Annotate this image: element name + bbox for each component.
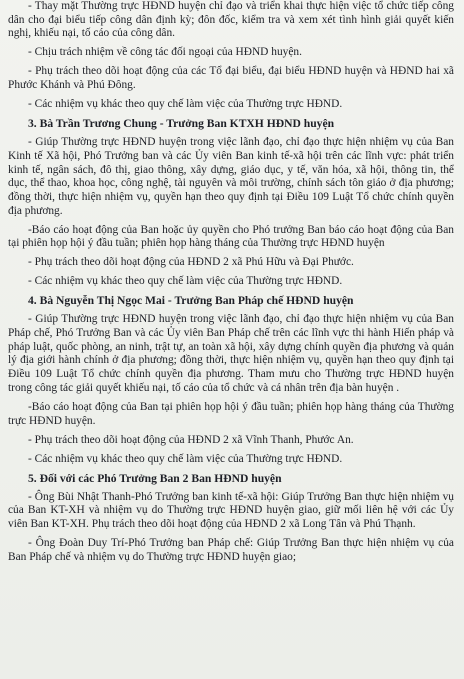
paragraph-ktxh-report: -Báo cáo hoạt động của Ban hoặc ủy quyền cho Phó trưởng Ban báo cáo hoạt động của Ban tại phiên họp hội ý đầu tuần; phiên họp hàng tháng của Thường trực HĐND huyện (8, 223, 454, 250)
paragraph-legal-other: - Các nhiệm vụ khác theo quy chế làm việc của Thường trực HĐND. (28, 452, 343, 465)
paragraph-legal-duties: - Giúp Thường trực HĐND huyện trong việc lãnh đạo, chỉ đạo thực hiện nhiệm vụ của Ban Pháp chế, Phó Trưởng Ban và các Ủy viên Ban Pháp chế trên các lĩnh vực thi hành Hiến pháp và pháp luật, quốc phòng, an ninh, trật tự, an toàn xã hội, xây dựng chính quyền địa phương và quản lý địa giới hành chính ở địa phương; đồng thời, thực hiện nhiệm vụ, quyền hạn theo quy định tại Điều 109 Luật Tổ chức chính quyền địa phương. Tham mưu cho Thường trực HĐND huyện trong công tác giải quyết khiếu nại, tố cáo của tổ chức và cá nhân trên địa bàn huyện . (8, 313, 454, 394)
heading-section-4: 4. Bà Nguyễn Thị Ngọc Mai - Trưởng Ban Pháp chế HĐND huyện (28, 294, 354, 308)
paragraph-ktxh-other: - Các nhiệm vụ khác theo quy chế làm việc của Thường trực HĐND. (28, 275, 343, 288)
paragraph-legal-monitor: - Phụ trách theo dõi hoạt động của HĐND 2 xã Vĩnh Thanh, Phước An. (28, 433, 354, 446)
paragraph-legal-report: -Báo cáo hoạt động của Ban tại phiên họp hội ý đầu tuần; phiên họp hàng tháng của Thường trực HĐND huyện. (8, 400, 454, 427)
paragraph-ktxh-monitor: - Phụ trách theo dõi hoạt động của HĐND 2 xã Phú Hữu và Đại Phước. (28, 256, 354, 269)
paragraph-deputy-legal: - Ông Đoàn Duy Trí-Phó Trưởng ban Pháp chế: Giúp Trưởng Ban thực hiện nhiệm vụ của Ban Pháp chế và nhiệm vụ do Thường trực HĐND huyện giao; (8, 536, 454, 563)
paragraph-foreign-affairs: - Chịu trách nhiệm về công tác đối ngoại của HĐND huyện. (28, 46, 302, 59)
paragraph-ktxh-duties: - Giúp Thường trực HĐND huyện trong việc lãnh đạo, chỉ đạo thực hiện nhiệm vụ của Ban Kinh tế Xã hội, Phó Trưởng ban và các Ủy viên Ban kinh tế-xã hội trên các lĩnh vực: phát triển kinh tế, ngân sách, đô thị, giao thông, xây dựng, giáo dục, y tế, văn hóa, xã hội, thông tin, thể dục, thể thao, khoa học, công nghệ, tài nguyên và môi trường, chính sách tôn giáo ở địa phương; đồng thời, thực hiện nhiệm vụ, quyền hạn theo quy định tại Điều 109 Luật Tổ chức chính quyền địa phương. (8, 136, 454, 217)
paragraph-delegate-groups: - Phụ trách theo dõi hoạt động của các Tổ đại biểu, đại biểu HĐND huyện và HĐND hai xã Phước Khánh và Phú Đông. (8, 65, 454, 92)
heading-section-3: 3. Bà Trần Trương Chung - Trưởng Ban KTXH HĐND huyện (28, 117, 335, 131)
paragraph-deputy-ktxh: - Ông Bùi Nhật Thanh-Phó Trưởng ban kinh tế-xã hội: Giúp Trưởng Ban thực hiện nhiệm vụ của Ban KT-XH và nhiệm vụ do Thường trực HĐND huyện giao, giữ mối liên hệ với các Ủy viên Ban KT-XH. Phụ trách theo dõi hoạt động của HĐND 2 xã Long Tân và Phú Thạnh. (8, 490, 454, 530)
paragraph-citizen-reception: - Thay mặt Thường trực HĐND huyện chỉ đạo và triển khai thực hiện việc tổ chức tiếp công dân cho đại biểu tiếp công dân định kỳ; đôn đốc, kiểm tra và xem xét tình hình giải quyết kiến nghị, khiếu nại, tố cáo của công dân. (8, 0, 454, 40)
heading-section-5: 5. Đối với các Phó Trưởng Ban 2 Ban HĐND huyện (28, 471, 282, 485)
paragraph-other-duties: - Các nhiệm vụ khác theo quy chế làm việc của Thường trực HĐND. (28, 98, 343, 111)
